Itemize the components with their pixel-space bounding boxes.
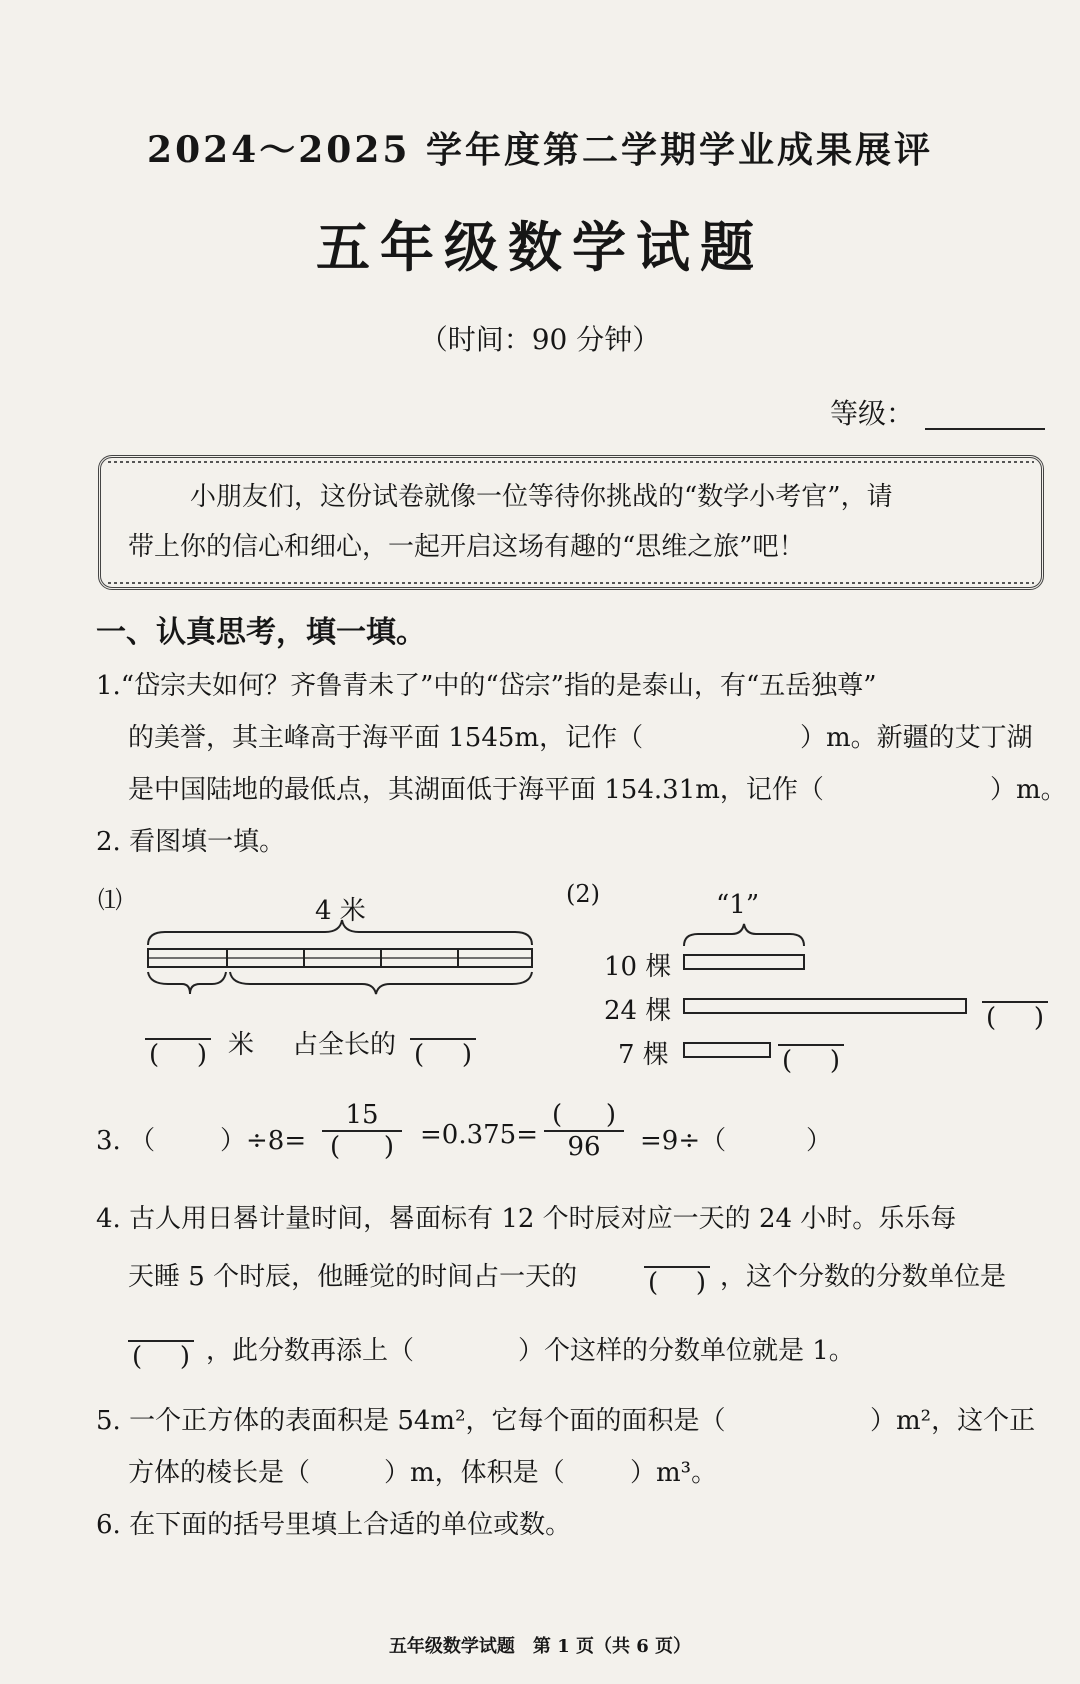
q3-part-a: 3. （	[96, 1126, 156, 1156]
paren-close: )	[383, 1132, 394, 1162]
q2-part1-text: 占全长的	[292, 1030, 397, 1060]
q2-part2-row2: 24 棵	[604, 996, 672, 1026]
q3-part-c: =0.375=	[420, 1120, 539, 1150]
q1-line-2a: 的美誉，其主峰高于海平面 1545m，记作（	[128, 723, 644, 753]
paren-open: (	[986, 1003, 997, 1033]
q1-line-1: 1.“岱宗夫如何？齐鲁青未了”中的“岱宗”指的是泰山，有“五岳独尊”	[96, 671, 877, 701]
q2-part2-brace	[684, 924, 804, 946]
q5-line-2c: ）m³。	[630, 1458, 718, 1488]
q5-line-2b: ）m，体积是（	[384, 1458, 565, 1488]
q4-line-3a: ，此分数再添上（	[206, 1336, 415, 1366]
q2-part2-bar-7	[684, 1043, 770, 1057]
q4-fraction-part[interactable]	[644, 1240, 710, 1298]
q5-line-1b: ）m²，这个正	[870, 1406, 1036, 1436]
q4-line-2a: 天睡 5 个时辰，他睡觉的时间占一天的	[128, 1262, 578, 1292]
paren-open: (	[330, 1132, 341, 1162]
q3-part-d: =9÷（	[640, 1126, 727, 1156]
q4-line-3b: ）个这样的分数单位就是 1。	[518, 1336, 855, 1366]
exam-title: 2024～2025 学年度第二学期学业成果展评	[147, 129, 933, 171]
paren-open: (	[782, 1046, 793, 1076]
paren-open: (	[552, 1100, 563, 1130]
q2-part2-row3: 7 棵	[618, 1040, 669, 1070]
intro-line-1: 小朋友们，这份试卷就像一位等待你挑战的“数学小考官”，请	[190, 482, 893, 512]
paren-close: )	[605, 1100, 616, 1130]
paren-close: )	[196, 1040, 207, 1070]
q1-line-2b: ）m。新疆的艾丁湖	[800, 723, 1033, 753]
q2-part2-one: “1”	[716, 890, 760, 920]
section-1-title: 一、认真思考，填一填。	[96, 615, 426, 650]
q2-part1-bottom-brace-2	[230, 972, 532, 994]
q2-part2-row1: 10 棵	[604, 952, 672, 982]
q2-part2-label: (2)	[566, 880, 600, 908]
q4-line-1: 4. 古人用日晷计量时间，晷面标有 12 个时辰对应一天的 24 小时。乐乐每	[96, 1204, 957, 1234]
q1-line-3a: 是中国陆地的最低点，其湖面低于海平面 154.31m，记作（	[128, 775, 824, 805]
q1-line-3b: ）m。	[990, 775, 1067, 805]
q3-part-b: ）÷8=	[220, 1126, 307, 1156]
grade-label: 等级：	[830, 397, 915, 430]
q2-part1-bottom-brace-1	[148, 972, 226, 994]
q6-line-1: 6. 在下面的括号里填上合适的单位或数。	[96, 1510, 572, 1540]
q5-line-2a: 方体的棱长是（	[128, 1458, 311, 1488]
q3-fraction-1[interactable]	[322, 1100, 402, 1162]
intro-border-pattern	[108, 462, 1034, 583]
q3-fraction-2-denominator: 96	[567, 1132, 601, 1162]
q4-line-2b: ，这个分数的分数单位是	[720, 1262, 1007, 1292]
q5-line-1a: 5. 一个正方体的表面积是 54m²，它每个面的面积是（	[96, 1406, 726, 1436]
q2-part1-length: 4 米	[315, 896, 366, 926]
q2-part1-label: ⑴	[98, 886, 122, 914]
paren-close: )	[461, 1040, 472, 1070]
q3-fraction-2[interactable]	[544, 1100, 624, 1162]
exam-time: （时间：90 分钟）	[419, 323, 661, 356]
paren-close: )	[179, 1342, 190, 1372]
page-footer: 五年级数学试题 第 1 页（共 6 页）	[388, 1636, 692, 1657]
paren-close: )	[695, 1268, 706, 1298]
q2-part2-bar-24	[684, 999, 966, 1013]
paren-close: )	[1033, 1003, 1044, 1033]
q4-fraction-unit[interactable]	[128, 1314, 194, 1372]
paren-open: (	[414, 1040, 425, 1070]
q2-part1-unit: 米	[228, 1030, 255, 1060]
paren-open: (	[648, 1268, 659, 1298]
exam-subtitle: 五年级数学试题	[316, 215, 764, 279]
paren-close: )	[829, 1046, 840, 1076]
q3-part-e: ）	[806, 1126, 833, 1156]
intro-line-2: 带上你的信心和细心，一起开启这场有趣的“思维之旅”吧！	[128, 532, 805, 562]
q3-fraction-1-numerator: 15	[345, 1100, 379, 1130]
paren-open: (	[132, 1342, 143, 1372]
q2-part1-top-brace	[148, 920, 532, 945]
q2-title: 2. 看图填一填。	[96, 827, 286, 857]
q2-part2-bar-10	[684, 955, 804, 969]
paren-open: (	[149, 1040, 160, 1070]
